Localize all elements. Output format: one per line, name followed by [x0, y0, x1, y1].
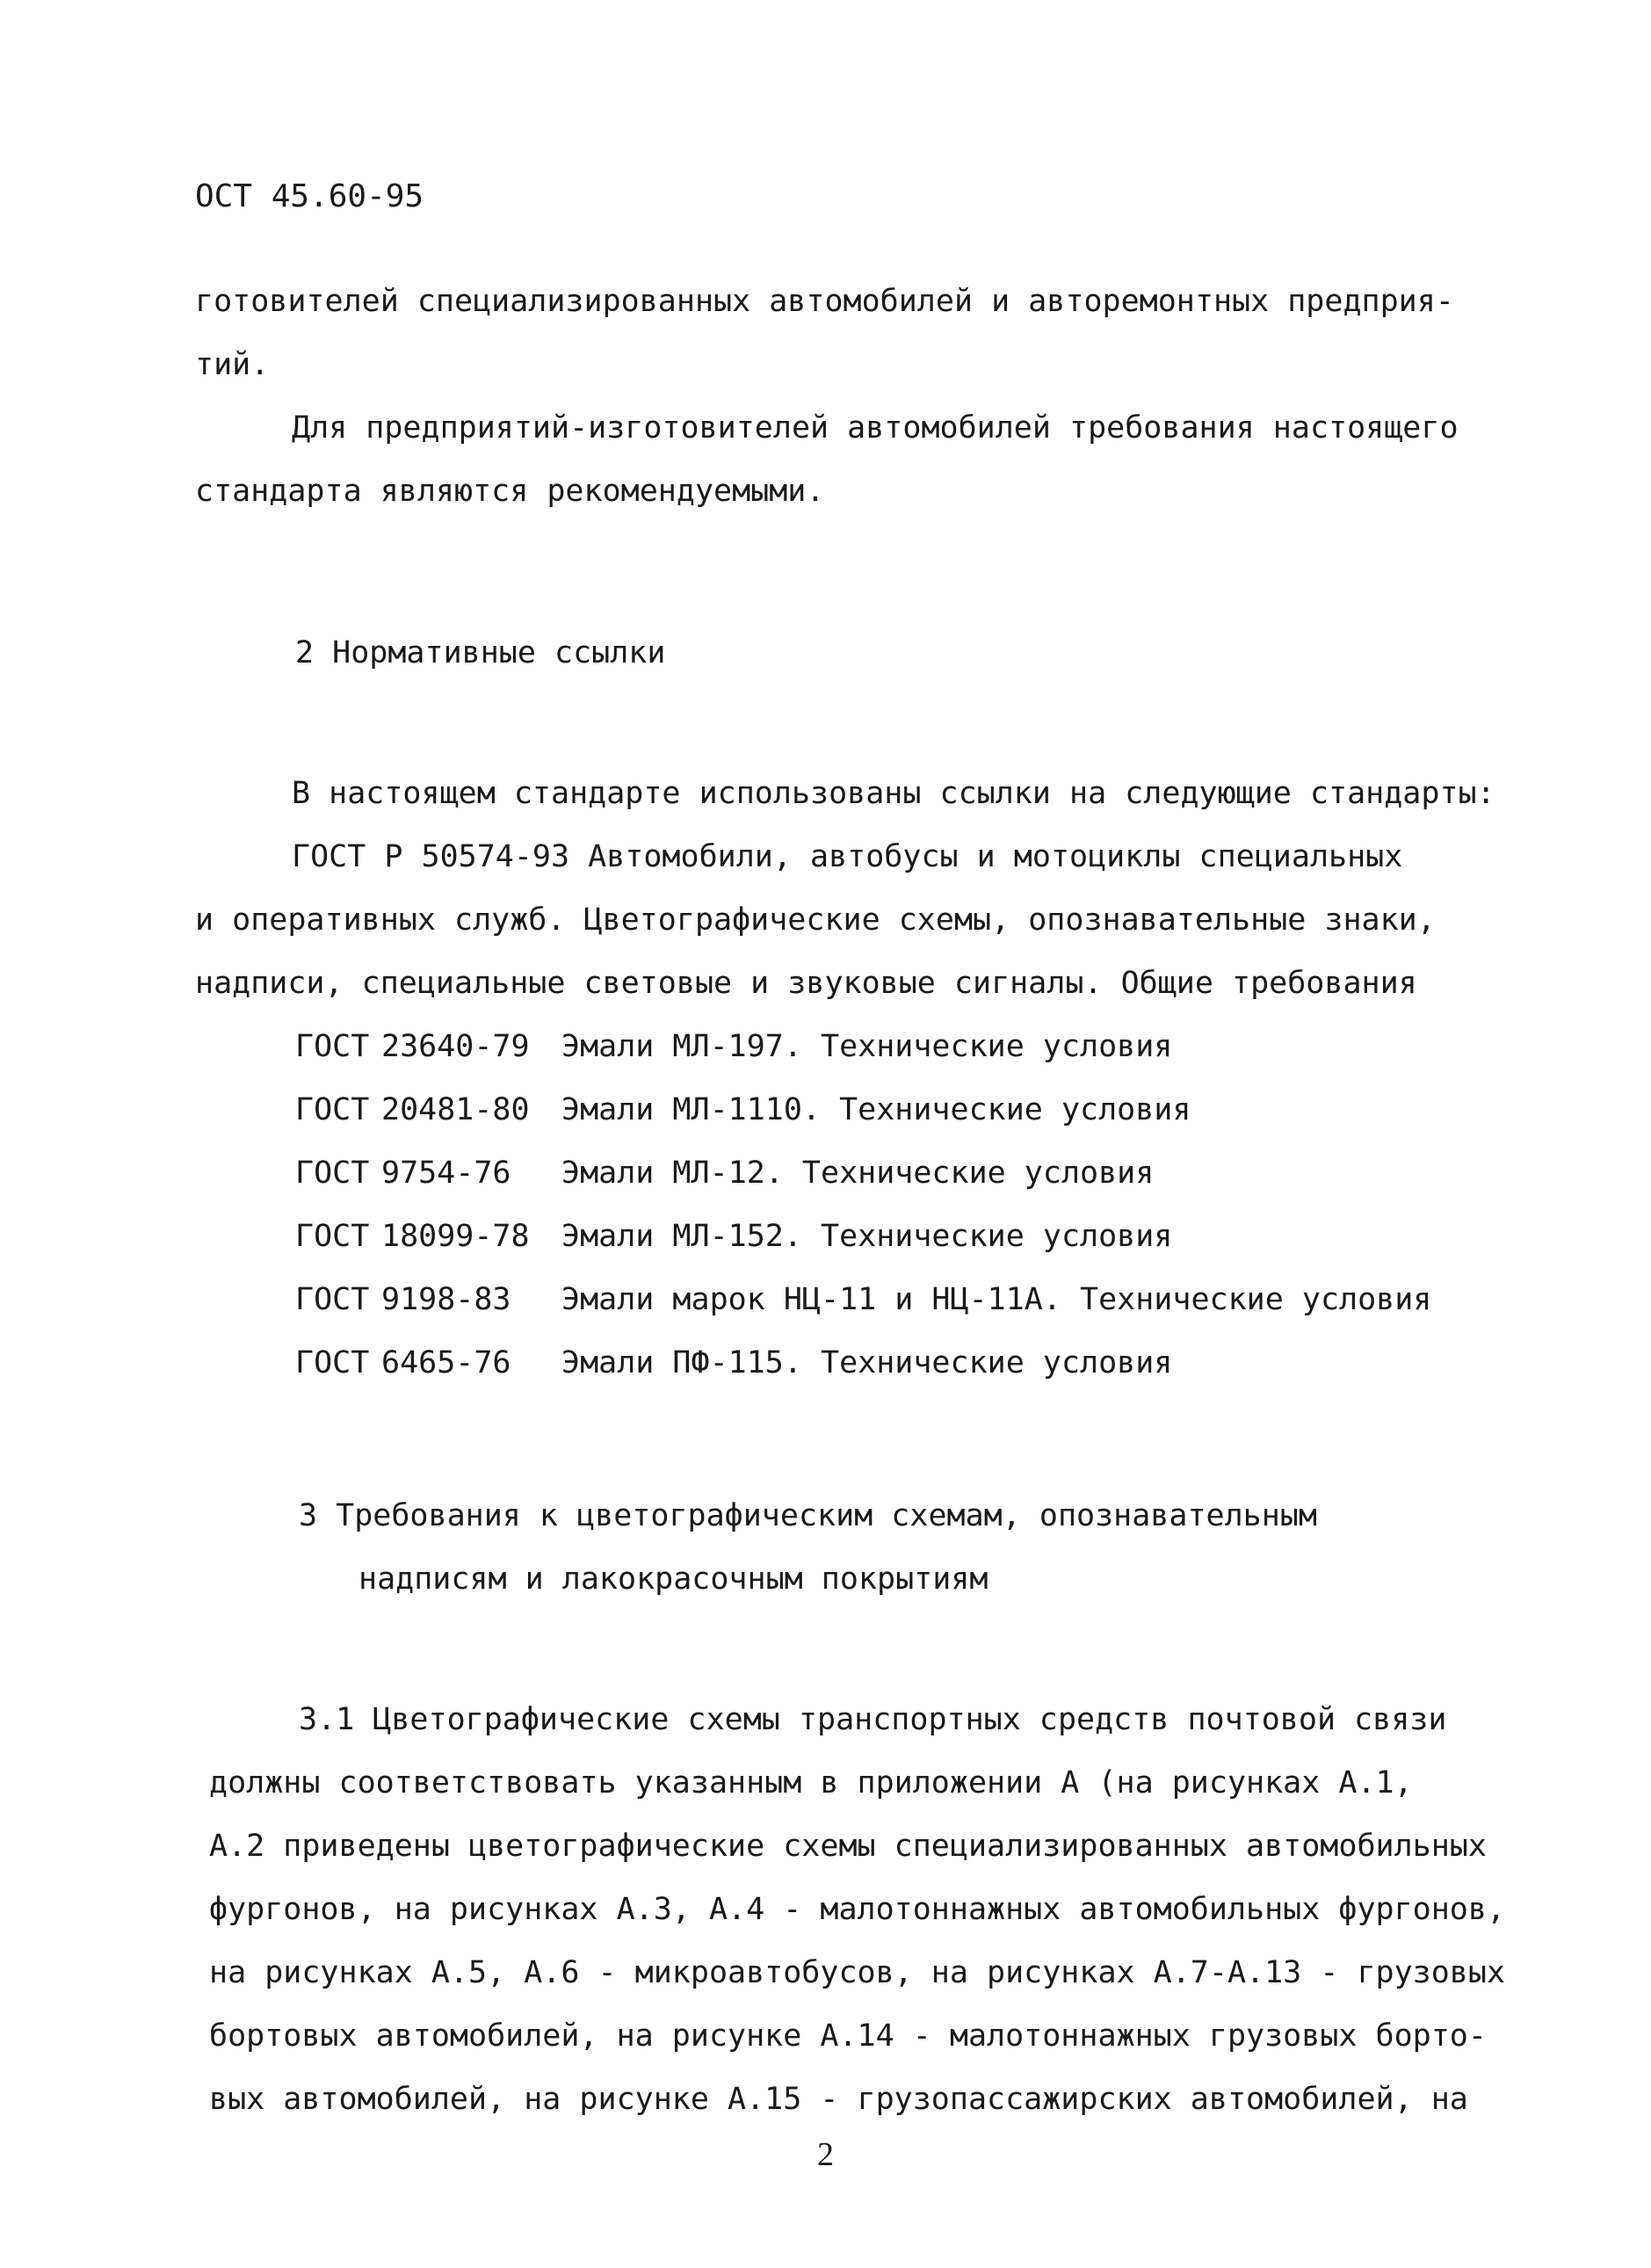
- reference-prefix: ГОСТ: [295, 1219, 370, 1254]
- section-2-heading: 2 Нормативные ссылки: [295, 635, 666, 670]
- reference-prefix: ГОСТ: [295, 1029, 370, 1064]
- reference-number: 20481-80: [381, 1092, 530, 1127]
- page-number: 2: [817, 2136, 834, 2173]
- reference-item: [295, 1091, 1191, 1128]
- reference-number: 18099-78: [381, 1219, 530, 1254]
- reference-number: 23640-79: [381, 1029, 530, 1064]
- reference-title: Эмали МЛ-12. Технические условия: [561, 1156, 1155, 1191]
- reference-title: Эмали марок НЦ-11 и НЦ-11А. Технические условия: [561, 1282, 1432, 1317]
- reference-title: Эмали ПФ-115. Технические условия: [561, 1345, 1173, 1380]
- paragraph-line: фургонов, на рисунках А.3, А.4 - малотоннажных автомобильных фургонов,: [209, 1892, 1506, 1927]
- reference-number: 6465-76: [381, 1345, 511, 1380]
- paragraph-line: на рисунках А.5, А.6 - микроавтобусов, на рисунках А.7-А.13 - грузовых: [209, 1955, 1506, 1990]
- paragraph-line: готовителей специализированных автомобилей и авторемонтных предприя-: [195, 284, 1454, 319]
- paragraph-line: должны соответствовать указанным в приложении А (на рисунках А.1,: [209, 1765, 1413, 1801]
- paragraph-line: бортовых автомобилей, на рисунке А.14 - малотоннажных грузовых борто-: [209, 2018, 1487, 2054]
- paragraph-line: 3.1 Цветографические схемы транспортных средств почтовой связи: [299, 1702, 1447, 1737]
- section-3-heading: надписям и лакокрасочным покрытиям: [358, 1562, 988, 1597]
- references-intro: В настоящем стандарте использованы ссылки на следующие стандарты:: [292, 776, 1495, 811]
- reference-item: [295, 1155, 1154, 1192]
- paragraph-line: А.2 приведены цветографические схемы специализированных автомобильных: [209, 1829, 1487, 1864]
- reference-item: [295, 1218, 1172, 1255]
- reference-item: [295, 1344, 1172, 1381]
- reference-item: [295, 1281, 1431, 1318]
- reference-number: 9198-83: [381, 1282, 511, 1317]
- document-code: ОСТ 45.60-95: [195, 178, 424, 214]
- paragraph-line: тий.: [195, 347, 270, 382]
- section-3-heading: 3 Требования к цветографическим схемам, опознавательным: [299, 1498, 1317, 1533]
- reference-item: [295, 1028, 1172, 1065]
- reference-line: и оперативных служб. Цветографические схемы, опознавательные знаки,: [195, 902, 1436, 938]
- reference-prefix: ГОСТ: [295, 1282, 370, 1317]
- paragraph-line: Для предприятий-изготовителей автомобилей требования настоящего: [292, 410, 1459, 446]
- paragraph-line: стандарта являются рекомендуемыми.: [195, 474, 825, 509]
- reference-title: Эмали МЛ-1110. Технические условия: [561, 1092, 1191, 1127]
- reference-prefix: ГОСТ: [295, 1156, 370, 1191]
- reference-prefix: ГОСТ: [295, 1092, 370, 1127]
- reference-title: Эмали МЛ-152. Технические условия: [561, 1219, 1173, 1254]
- reference-number: 9754-76: [381, 1156, 511, 1191]
- paragraph-line: вых автомобилей, на рисунке А.15 - грузопассажирских автомобилей, на: [209, 2082, 1468, 2117]
- reference-line: ГОСТ Р 50574-93 Автомобили, автобусы и мотоциклы специальных: [292, 839, 1403, 874]
- reference-line: надписи, специальные световые и звуковые сигналы. Общие требования: [195, 966, 1417, 1001]
- reference-title: Эмали МЛ-197. Технические условия: [561, 1029, 1173, 1064]
- reference-prefix: ГОСТ: [295, 1345, 370, 1380]
